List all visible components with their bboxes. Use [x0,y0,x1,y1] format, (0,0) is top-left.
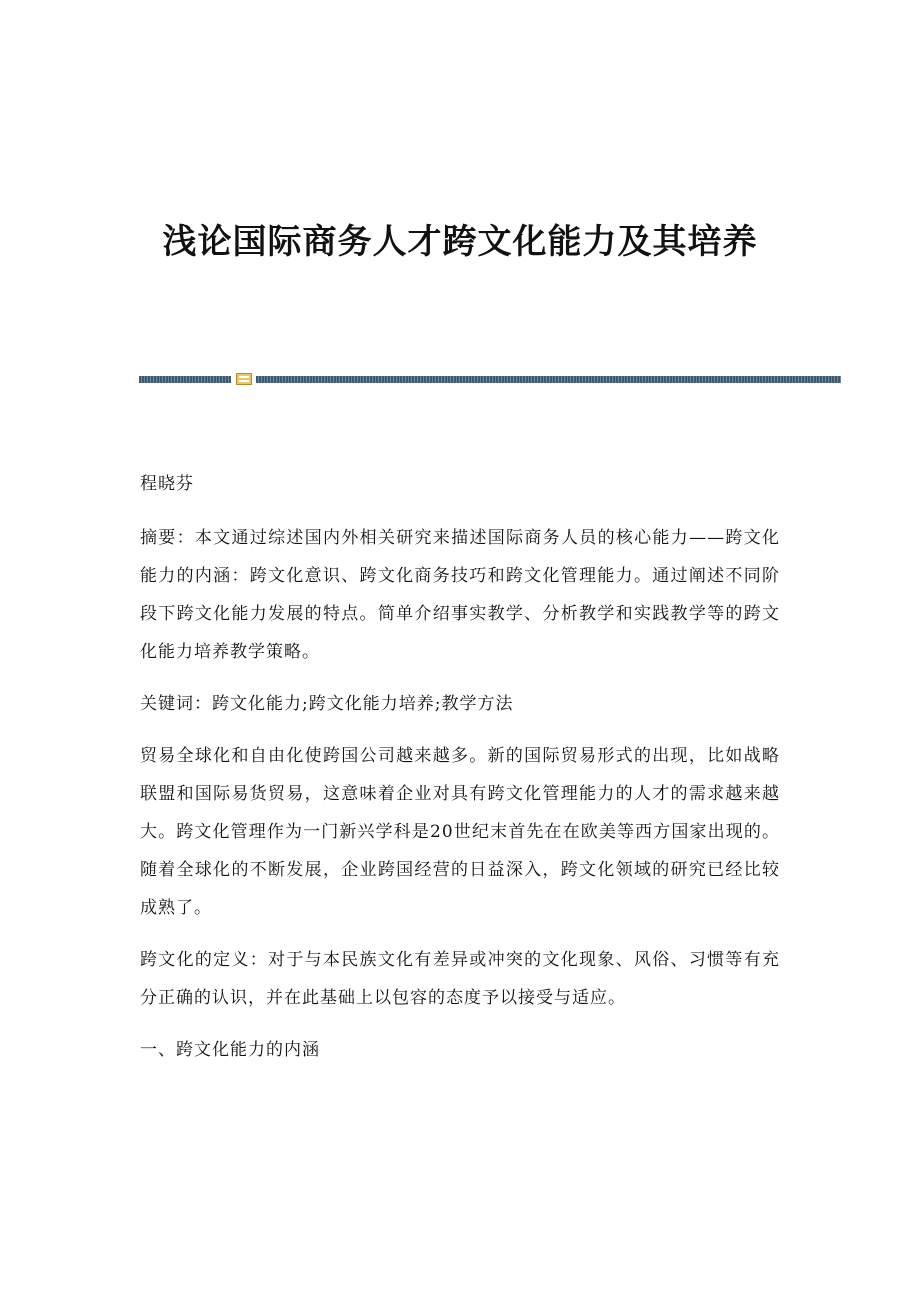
definition-paragraph: 跨文化的定义：对于与本民族文化有差异或冲突的文化现象、风俗、习惯等有充分正确的认识，并在此基础上以包容的态度予以接受与适应。 [140,950,780,1008]
title-divider [139,373,841,385]
abstract-paragraph: 摘要：本文通过综述国内外相关研究来描述国际商务人员的核心能力——跨文化能力的内涵：跨文化意识、跨文化商务技巧和跨文化管理能力。通过阐述不同阶段下跨文化能力发展的特点。简单介绍事实教学、分析教学和实践教学等的跨文化能力培养教学策略。 [140,528,780,662]
keywords-line: 关键词：跨文化能力;跨文化能力培养;教学方法 [140,694,514,714]
envelope-icon [236,373,252,385]
intro-paragraph: 贸易全球化和自由化使跨国公司越来越多。新的国际贸易形式的出现，比如战略联盟和国际易货贸易，这意味着企业对具有跨文化管理能力的人才的需求越来越大。跨文化管理作为一门新兴学科是20世纪末首先在在欧美等西方国家出现的。随着全球化的不断发展，企业跨国经营的日益深入，跨文化领域的研究已经比较成熟了。 [140,746,780,918]
author-name: 程晓芬 [140,474,194,494]
section-heading: 一、跨文化能力的内涵 [140,1040,320,1060]
divider-right-segment [256,376,841,383]
document-body [140,465,780,1083]
document-title: 浅论国际商务人才跨文化能力及其培养 [162,222,758,262]
divider-left-segment [139,376,231,383]
